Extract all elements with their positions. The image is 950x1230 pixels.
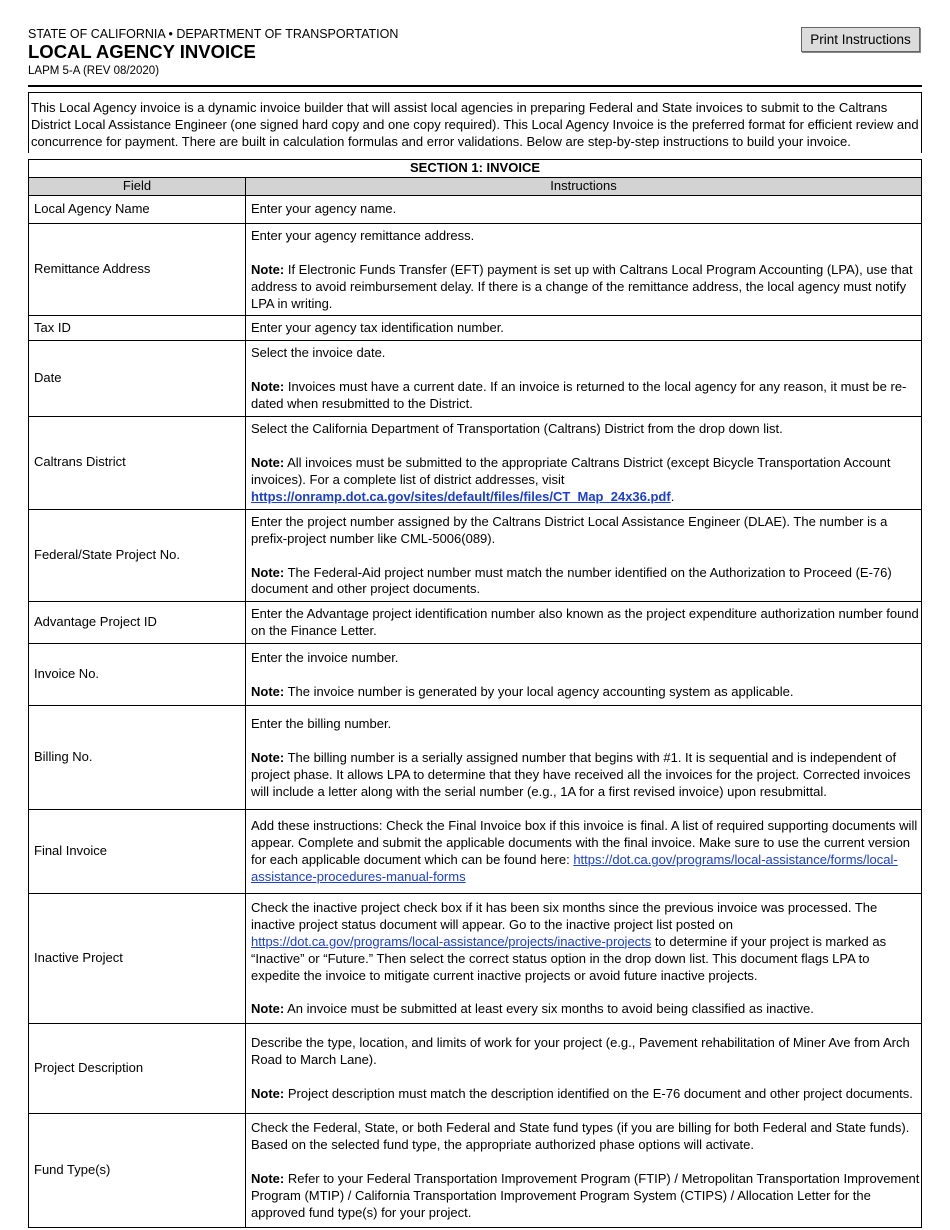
instruction-cell [246, 223, 922, 316]
district-map-link[interactable]: https://onramp.dot.ca.gov/sites/default/files/files/CT_Map_24x36.pdf [251, 488, 671, 504]
field-label: Tax ID [29, 316, 246, 341]
field-label: Billing No. [29, 706, 246, 810]
column-header-instructions: Instructions [246, 177, 922, 195]
print-instructions-button[interactable]: Print Instructions [801, 27, 920, 52]
table-row [29, 417, 922, 510]
note-text: The invoice number is generated by your local agency accounting system as applicable. [287, 683, 794, 699]
field-label: Inactive Project [29, 894, 246, 1024]
note-text: If Electronic Funds Transfer (EFT) payment is set up with Caltrans Local Program Accounting (LPA), use that address to avoid reimbursement delay. If there is a change of the remittance address, the local agency must notify LPA in writing. [251, 261, 913, 311]
instructions-table [28, 159, 922, 1228]
note-label: Note: [251, 1001, 285, 1017]
instruction-text: Enter the project number assigned by the Caltrans District Local Assistance Engineer (DLAE). The number is a prefix-project number like CML-5006(089). [251, 513, 888, 546]
note-text: The Federal-Aid project number must match the number identified on the Authorization to Proceed (E-76) document and other project documents. [251, 564, 892, 597]
note-text-end: . [670, 488, 675, 504]
table-row [29, 894, 922, 1024]
field-label: Final Invoice [29, 810, 246, 894]
note-text: An invoice must be submitted at least every six months to avoid being classified as inactive. [287, 1001, 814, 1017]
field-label: Remittance Address [29, 223, 246, 316]
field-label: Caltrans District [29, 417, 246, 510]
form-title: LOCAL AGENCY INVOICE [28, 41, 256, 62]
instruction-text: Enter the Advantage project identification number also known as the project expenditure authorization number found on the Finance Letter. [251, 606, 919, 639]
note-label: Note: [251, 1171, 285, 1187]
note-label: Note: [251, 1086, 285, 1102]
table-row [29, 602, 922, 644]
field-label: Local Agency Name [29, 195, 246, 223]
field-label: Advantage Project ID [29, 602, 246, 644]
header-divider [28, 85, 922, 87]
instruction-cell [246, 894, 922, 1024]
instruction-cell [246, 1114, 922, 1228]
instruction-cell [246, 195, 922, 223]
inactive-projects-link[interactable]: https://dot.ca.gov/programs/local-assistance/projects/inactive-projects [251, 933, 652, 949]
instruction-text: Add these instructions: Check the Final Invoice box if this invoice is final. A list of required supporting documents will appear. Complete and submit the applicable documents with the final invoice. Make sure to use the current version for each applicable document which can be found here: [251, 818, 918, 868]
instruction-cell [246, 341, 922, 417]
instruction-text: Select the California Department of Transportation (Caltrans) District from the drop down list. [251, 421, 783, 437]
note-text: All invoices must be submitted to the appropriate Caltrans District (except Bicycle Transportation Account invoices). For a complete list of district addresses, visit [251, 454, 891, 487]
note-text: Invoices must have a current date. If an invoice is returned to the local agency for any reason, it must be re-dated when resubmitted to the District. [251, 379, 907, 412]
note-label: Note: [251, 454, 285, 470]
table-row [29, 509, 922, 602]
note-label: Note: [251, 379, 285, 395]
instruction-text: Enter your agency tax identification number. [251, 320, 504, 336]
note-label: Note: [251, 749, 285, 765]
table-row [29, 1024, 922, 1114]
table-row [29, 1114, 922, 1228]
note-text: The billing number is a serially assigned number that begins with #1. It is sequential and is independent of project phase. It allows LPA to determine that they have received all the invoices for the project. Corrected invoices will include a letter along with the serial number (e.g., 1A for a first revised invoice) upon resubmittal. [251, 749, 911, 799]
note-text: Project description must match the description identified on the E-76 document and other project documents. [287, 1086, 913, 1102]
instruction-cell [246, 602, 922, 644]
field-label: Fund Type(s) [29, 1114, 246, 1228]
instruction-cell [246, 509, 922, 602]
table-row [29, 644, 922, 706]
form-revision: LAPM 5-A (REV 08/2020) [28, 65, 160, 77]
instruction-text: Enter the billing number. [251, 715, 392, 731]
table-row [29, 341, 922, 417]
field-label: Date [29, 341, 246, 417]
field-label: Federal/State Project No. [29, 509, 246, 602]
field-label: Invoice No. [29, 644, 246, 706]
field-label: Project Description [29, 1024, 246, 1114]
instruction-text: Select the invoice date. [251, 345, 386, 361]
note-label: Note: [251, 564, 285, 580]
lapm-forms-link[interactable]: https://dot.ca.gov/programs/local-assistance/forms/local-assistance-procedures-manual-forms [251, 852, 898, 885]
department-heading: STATE OF CALIFORNIA • DEPARTMENT OF TRANSPORTATION [28, 27, 399, 41]
note-label: Note: [251, 683, 285, 699]
section-title: SECTION 1: INVOICE [29, 160, 922, 178]
table-row [29, 706, 922, 810]
table-row [29, 223, 922, 316]
instruction-text: Enter the invoice number. [251, 649, 399, 665]
instruction-text: Check the inactive project check box if it has been six months since the previous invoice was processed. The inactive project status document will appear. Go to the inactive project list posted on [251, 899, 878, 932]
instruction-cell [246, 644, 922, 706]
instruction-text-end: to determine if your project is marked as “Inactive” or “Future.” Then select the correct status option in the drop down list. This document flags LPA to expedite the invoice to mitigate current inactive projects or avoid future inactive projects. [251, 933, 887, 983]
instruction-cell [246, 417, 922, 510]
table-row [29, 316, 922, 341]
instruction-cell [246, 810, 922, 894]
instruction-text: Check the Federal, State, or both Federal and State fund types (if you are billing for both Federal and State funds). Based on the selected fund type, the appropriate authorized phase options will activate. [251, 1120, 910, 1153]
instruction-cell [246, 706, 922, 810]
instruction-cell [246, 316, 922, 341]
note-text: Refer to your Federal Transportation Improvement Program (FTIP) / Metropolitan Transportation Improvement Program (MTIP) / California Transportation Improvement Program System (CTIPS) / Allocation Letter for the approved fund type(s) for your project. [251, 1171, 920, 1220]
table-row [29, 195, 922, 223]
intro-paragraph: This Local Agency invoice is a dynamic invoice builder that will assist local agencies in preparing Federal and State invoices to submit to the Caltrans District Local Assistance Engineer (one signed hard copy and one copy required). This Local Agency Invoice is the preferred format for efficient review and concurrence for payment. There are built in calculation formulas and error validations. Below are step-by-step instructions to build your invoice. [28, 92, 922, 153]
instruction-cell [246, 1024, 922, 1114]
instruction-text: Enter your agency name. [251, 201, 397, 217]
instruction-text: Describe the type, location, and limits of work for your project (e.g., Pavement rehabilitation of Miner Ave from Arch Road to March Lane). [251, 1035, 910, 1068]
table-row [29, 810, 922, 894]
instruction-text: Enter your agency remittance address. [251, 227, 475, 243]
note-label: Note: [251, 261, 285, 277]
column-header-field: Field [29, 177, 246, 195]
